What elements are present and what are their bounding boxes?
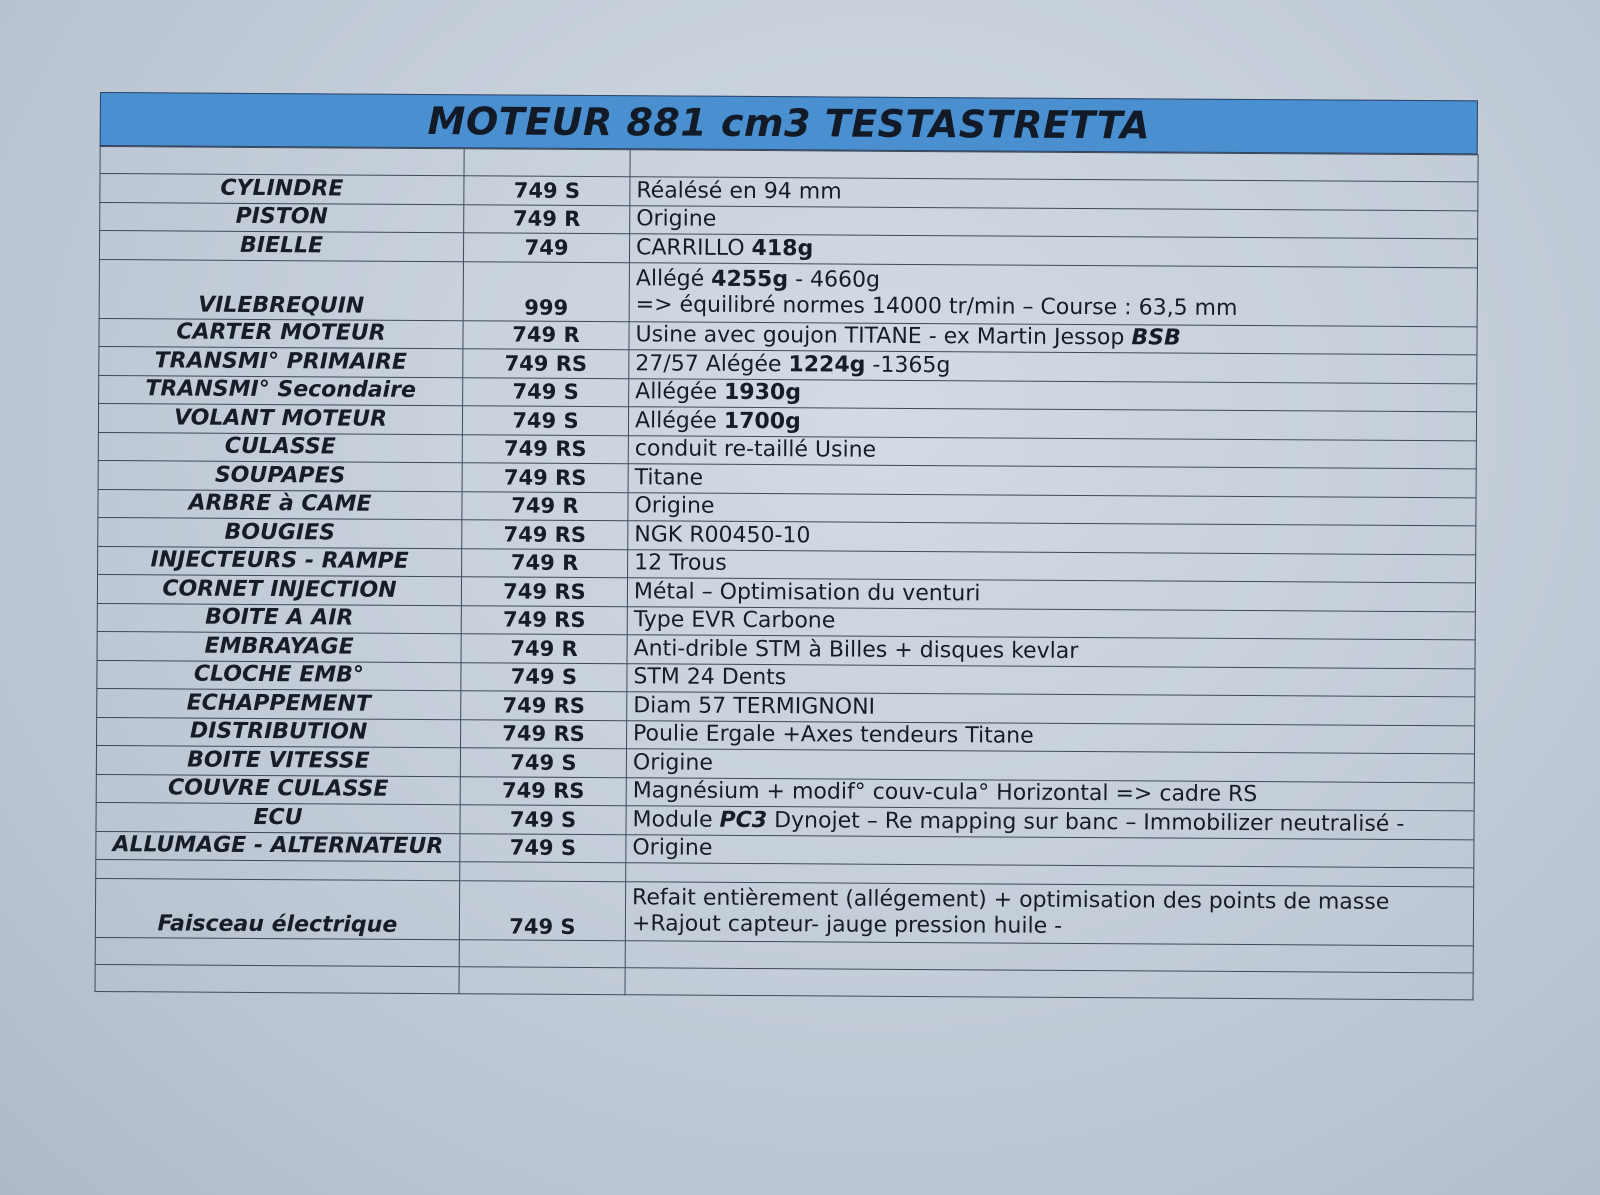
part-description: STM 24 Dents: [627, 663, 1475, 697]
part-name: CARTER MOTEUR: [99, 318, 463, 349]
part-name: SOUPAPES: [98, 460, 462, 491]
part-reference: 749 R: [462, 491, 628, 521]
part-name: VOLANT MOTEUR: [98, 403, 462, 434]
part-reference: 749 S: [461, 662, 627, 692]
table-cell: [100, 147, 464, 176]
part-reference: 999: [463, 261, 629, 321]
spec-table: [95, 146, 1479, 1000]
part-description: [629, 262, 1477, 326]
desc-text: Module: [632, 807, 720, 833]
part-reference: 749 R: [461, 634, 627, 664]
desc-text: CARRILLO: [635, 235, 752, 261]
part-reference: 749 R: [463, 320, 629, 350]
part-name: CORNET INJECTION: [97, 574, 461, 605]
desc-text: Allégée: [635, 379, 725, 406]
desc-text: Dynojet – Re mapping sur banc – Immobilizer neutralisé -: [767, 807, 1405, 837]
part-name: INJECTEURS - RAMPE: [98, 546, 462, 577]
part-name: ARBRE à CAME: [98, 489, 462, 520]
part-reference: 749 S: [462, 406, 628, 436]
part-reference: 749: [463, 233, 629, 263]
part-name: EMBRAYAGE: [97, 631, 461, 662]
part-description: Réalésé en 94 mm: [630, 177, 1478, 211]
part-name: COUVRE CULASSE: [96, 774, 460, 805]
desc-weight: 418g: [751, 235, 814, 262]
table-cell: [96, 859, 460, 880]
table-cell: [95, 937, 459, 966]
part-name: BOITE VITESSE: [96, 745, 460, 776]
part-reference: 749 S: [464, 176, 630, 206]
part-reference: 749 RS: [461, 719, 627, 749]
table-cell: [459, 967, 625, 995]
table-row: [95, 878, 1473, 945]
part-name: CLOCHE EMB°: [97, 660, 461, 691]
part-description: NGK R00450-10: [628, 521, 1476, 555]
desc-text: Allégée: [634, 408, 724, 434]
table-cell: [625, 968, 1473, 1000]
part-description: [625, 882, 1473, 946]
part-name: TRANSMI° PRIMAIRE: [99, 346, 463, 377]
desc-line-2: +Rajout capteur- jauge pression huile -: [631, 911, 1063, 939]
part-reference: 749 S: [460, 748, 626, 778]
part-name: PISTON: [100, 202, 464, 233]
part-description: Origine: [626, 834, 1474, 868]
part-description: Origine: [630, 205, 1478, 239]
part-name: ALLUMAGE - ALTERNATEUR: [96, 831, 460, 862]
part-reference: 749 RS: [461, 605, 627, 635]
desc-text: Usine avec goujon TITANE - ex Martin Jessop: [635, 322, 1132, 351]
part-description: Origine: [626, 749, 1474, 783]
part-name: CULASSE: [98, 432, 462, 463]
part-name: VILEBREQUIN: [99, 259, 463, 320]
desc-weight: 4255g: [711, 266, 789, 292]
part-description: Diam 57 TERMIGNONI: [627, 692, 1475, 726]
table-cell: [459, 940, 625, 968]
part-reference: 749 S: [459, 881, 625, 941]
desc-text: - 4660g: [788, 266, 881, 293]
part-name: DISTRIBUTION: [97, 717, 461, 748]
part-description: Origine: [628, 492, 1476, 526]
part-name: BOUGIES: [98, 517, 462, 548]
part-description: Titane: [628, 464, 1476, 498]
part-reference: 749 R: [462, 548, 628, 578]
desc-line-2: => équilibré normes 14000 tr/min – Course : 63,5 mm: [635, 291, 1238, 321]
desc-line-1: Refait entièrement (allégement) + optimisation des points de masse: [632, 885, 1390, 915]
part-name: ECHAPPEMENT: [97, 688, 461, 719]
title-bar: [100, 92, 1478, 154]
desc-emphasis: PC3: [719, 807, 768, 833]
table-cell: [460, 862, 626, 882]
desc-weight: 1224g: [788, 351, 866, 378]
part-reference: 749 RS: [460, 776, 626, 806]
spec-sheet: [95, 92, 1478, 1000]
page-title: MOTEUR 881 cm3 TESTASTRETTA: [427, 99, 1151, 148]
part-name: BIELLE: [99, 231, 463, 262]
desc-text: Allégé: [635, 265, 712, 292]
part-name: ECU: [96, 802, 460, 833]
part-name: CYLINDRE: [100, 174, 464, 205]
desc-weight: 1930g: [723, 380, 802, 406]
part-name: BOITE A AIR: [97, 603, 461, 634]
table-cell: [95, 964, 459, 993]
part-description: Type EVR Carbone: [627, 606, 1475, 640]
part-reference: 749 RS: [463, 349, 629, 379]
part-reference: 749 RS: [462, 463, 628, 493]
part-reference: 749 RS: [462, 520, 628, 550]
part-description: Poulie Ergale +Axes tendeurs Titane: [626, 720, 1474, 754]
part-description: Anti-drible STM à Billes + disques kevlar: [627, 635, 1475, 669]
table-cell: [464, 149, 630, 177]
part-reference: 749 RS: [462, 434, 628, 464]
desc-text: -1365g: [865, 352, 951, 378]
desc-text: 27/57 Alégée: [635, 351, 789, 377]
part-description: conduit re-taillé Usine: [628, 435, 1476, 469]
part-reference: 749 S: [460, 805, 626, 835]
part-name: Faisceau électrique: [95, 878, 459, 939]
part-reference: 749 RS: [461, 691, 627, 721]
part-reference: 749 S: [463, 377, 629, 407]
part-name: TRANSMI° Secondaire: [99, 375, 463, 406]
part-reference: 749 R: [464, 204, 630, 234]
part-description: Magnésium + modif° couv-cula° Horizontal => cadre RS: [626, 777, 1474, 811]
part-reference: 749 S: [460, 833, 626, 863]
desc-emphasis: BSB: [1131, 325, 1181, 351]
part-description: 12 Trous: [628, 549, 1476, 583]
table-row: [99, 259, 1477, 326]
desc-weight: 1700g: [723, 408, 801, 435]
part-description: Métal – Optimisation du venturi: [627, 578, 1475, 612]
part-reference: 749 RS: [461, 577, 627, 607]
